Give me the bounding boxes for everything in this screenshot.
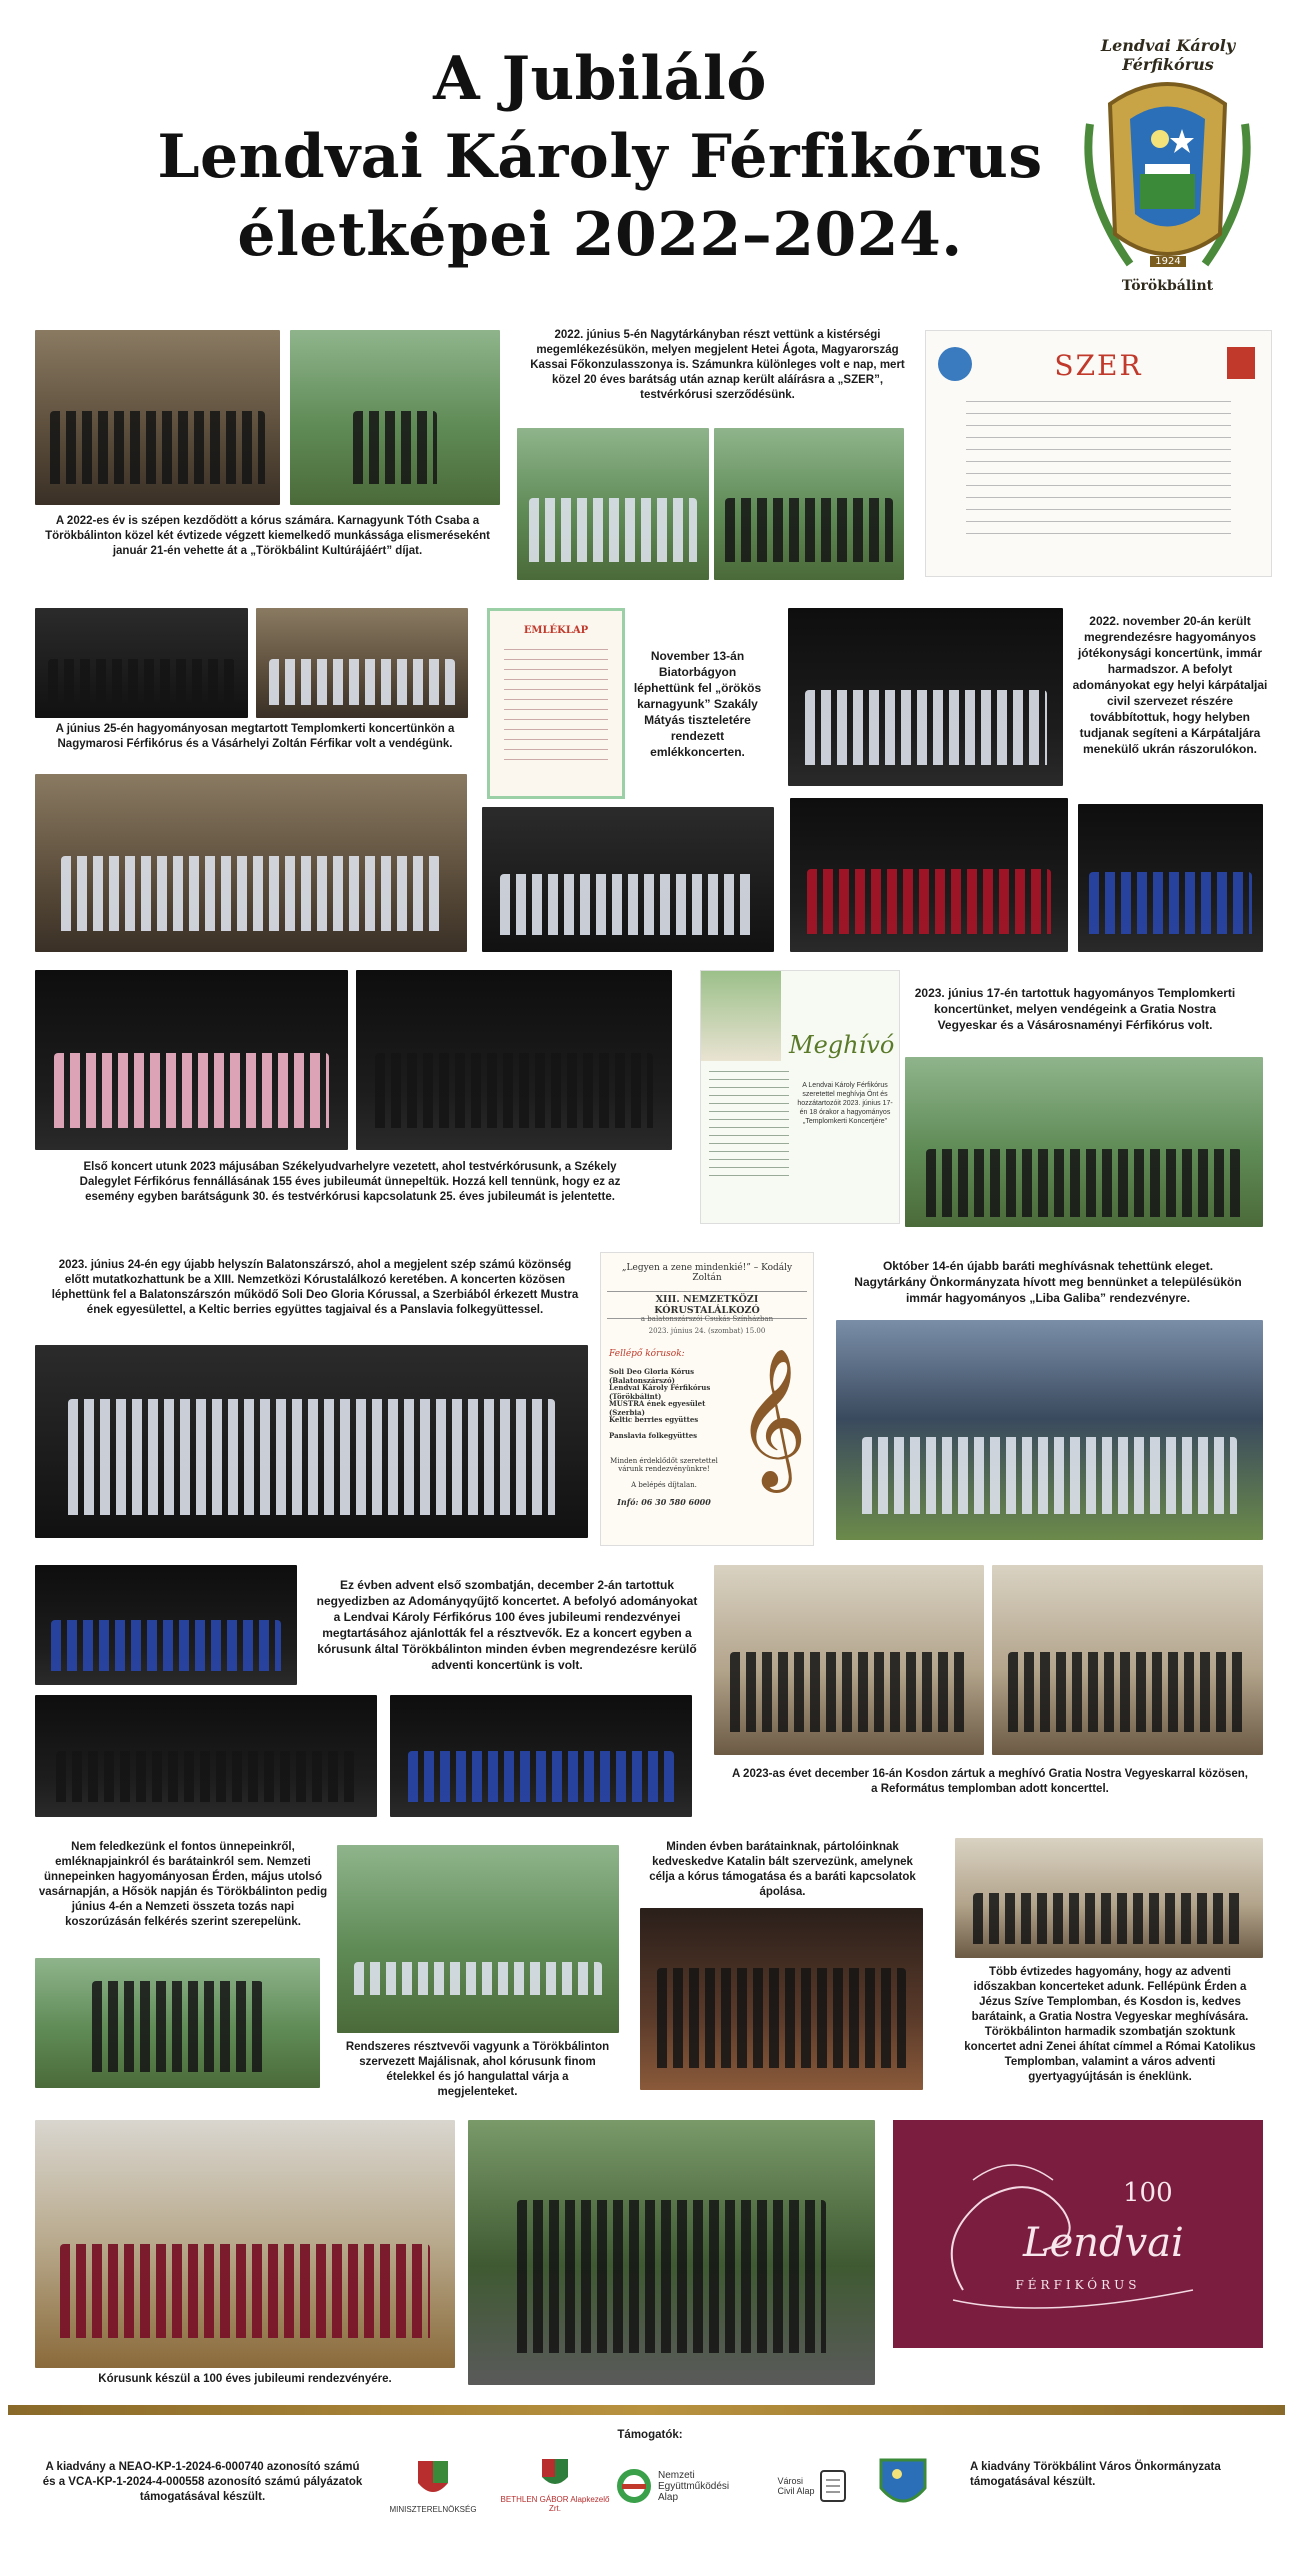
logo-label-3: Nemzeti Együttműködési Alap xyxy=(658,2469,730,2503)
title-line-3: életképei 2022–2024. xyxy=(237,200,963,270)
photo-majalis xyxy=(337,1845,619,2033)
logo-label-1: MINISZTERELNÖKSÉG xyxy=(389,2504,477,2514)
photo-templomkert-3 xyxy=(35,774,467,952)
jubilee-100-logo xyxy=(893,2120,1263,2348)
meghivo-title: Meghívó xyxy=(789,1031,895,1059)
crest-top-text: Lendvai Károly Férfikórus xyxy=(1100,36,1236,74)
caption-liba-galiba: Október 14-én újabb baráti meghívásnak tehettünk eleget. Nagytárkány Önkormányzata hívott meg bennünket a településükön immár hagyományos „Liba Galiba” rendezvényre. xyxy=(854,1259,1242,1305)
title-line-1: A Jubiláló xyxy=(433,44,767,114)
photo-wreath-laying xyxy=(35,1958,320,2088)
caption-biatorbagy: November 13-án Biatorbágyon léphettünk fel „örökös karnagyunk” Szakály Mátyás tiszteletére rendezett emlékkoncerten. xyxy=(633,649,762,759)
caption-advent-tradition: Több évtizedes hagyomány, hogy az adventi időszakban koncerteket adunk. Fellépünk Érden a Jézus Szíve Templomban, és Kosdon is, kedves barátaink, a Gratia Nostra Vegyeskar meghívására. Törökbálinton harmadik szombatján szoktunk koncertet adni Zenei áhítat címmel a Római Katolikus Templomban, valamint a város adventi gyertyagyújtásán is éneklünk. xyxy=(964,1966,1256,2083)
hungarian-coat-of-arms-icon xyxy=(416,2457,450,2501)
poster-footer: Minden érdeklődőt szeretettel várunk rendezvényünkre! xyxy=(610,1457,718,1473)
page-title xyxy=(150,40,1050,274)
torokbalint-crest-icon xyxy=(877,2454,929,2514)
logo-label-4: Városi Civil Alap xyxy=(777,2476,815,2496)
photo-templomkert-1 xyxy=(35,608,248,718)
caption-rehearsal: Kórusunk készül a 100 éves jubileumi rendezvényére. xyxy=(98,2373,392,2385)
photo-nagytarkany-2 xyxy=(714,428,904,580)
treble-clef-icon: 𝄞 xyxy=(736,1348,807,1487)
footer-right-text: A kiadvány Törökbálint Város Önkormányzata támogatásával készült. xyxy=(970,2461,1221,2488)
szer-contract-document xyxy=(925,330,1272,577)
poster-choir-4: Keltic berries együttes xyxy=(609,1415,699,1424)
photo-biatorbagy-concert xyxy=(482,807,774,952)
title-line-2: Lendvai Károly Férfikórus xyxy=(157,122,1043,192)
sponsors-label: Támogatók: xyxy=(617,2429,683,2441)
jubilee-name: Lendvai xyxy=(1023,2220,1184,2266)
logo-torokbalint xyxy=(868,2444,938,2524)
emlekkep-document xyxy=(487,608,625,799)
poster-choir-2: Lendvai Károly Férfikórus (Törökbálint) xyxy=(609,1383,711,1401)
photo-red-choir xyxy=(790,798,1068,952)
photo-liba-galiba xyxy=(836,1320,1263,1540)
document-icon xyxy=(818,2468,848,2504)
caption-national-holidays: Nem feledkezünk el fontos ünnepeinkről, emléknapjainkról és barátainkról sem. Nemzeti ünnepeinken hagyományosan Érden, május utolsó vasárnapján, a Hősök napján és Törökbálinton pedig június 4-én a Nemzeti összeta tozás napi koszorúzásán felkérés szerint szerepelünk. xyxy=(38,1841,328,1928)
kórustalalkozo-poster xyxy=(600,1252,814,1546)
poster-subtitle: a balatonszárszói Csukás Színházban xyxy=(640,1315,774,1323)
caption-katalin-ball: Minden évben barátainknak, pártolóinknak kedveskedve Katalin bált szervezünk, amelynek célja a kórus támogatása és a baráti kapcsolatok ápolása. xyxy=(649,1841,916,1898)
poster-choir-5: Panslavia folkegyüttes xyxy=(609,1431,698,1440)
photo-nagytarkany-1 xyxy=(517,428,709,580)
photo-award-ceremony xyxy=(290,330,500,505)
logo-varosi-civil-alap xyxy=(765,2446,860,2526)
logo-bethlen-gabor xyxy=(500,2440,610,2530)
poster-date: 2023. június 24. (szombat) 15.00 xyxy=(648,1327,766,1335)
caption-nagytarkany: 2022. június 5-én Nagytárkányban részt vettünk a kistérségi megemlékezésükön, melyen megjelent Hetei Ágota, Magyarország Kassai Főkonzulasszonya is. Számunkra különleges volt e nap, mert közel 20 éves barátság után aznap került aláírásra a „SZER”, testvérkórusi szerződésünk. xyxy=(530,329,905,401)
caption-advent-donation: Ez évben advent első szombatján, december 2-án tartottuk negyedizben az Adományqyűjtő koncertet. A befolyó adományokat a Lendvai Károly Férfikórus 100 éves jubileumi rendezvényei megtartásához ajánlották fel a résztvevők. Ez a koncert egyben a kórusunk által Törökbálinton minden évben megrendezésre kerülő adventi koncertünk is volt. xyxy=(316,1578,698,1672)
photo-szekelyudvarhely-1 xyxy=(35,970,348,1150)
logo-miniszterelnokseg xyxy=(378,2440,488,2530)
poster-entry: A belépés díjtalan. xyxy=(631,1481,697,1489)
photo-rehearsal xyxy=(35,2120,455,2368)
poster-title: XIII. NEMZETKÖZI KÓRUSTALÁLKOZÓ xyxy=(607,1291,807,1319)
photo-choir-outdoor xyxy=(468,2120,875,2385)
bethlen-shield-icon xyxy=(538,2457,572,2491)
photo-szekelyudvarhely-2 xyxy=(356,970,672,1150)
meghivo-invitation xyxy=(700,970,900,1224)
poster-info: Infó: 06 30 580 6000 xyxy=(617,1497,711,1507)
photo-kosd-1 xyxy=(714,1565,984,1755)
jubilee-subtitle: FÉRFIKÓRUS xyxy=(1015,2278,1141,2292)
szer-title: SZER xyxy=(1054,349,1143,382)
emlekkep-title: EMLÉKLAP xyxy=(523,625,589,636)
crest-year: 1924 xyxy=(1150,256,1186,267)
jubilee-number: 100 xyxy=(1123,2178,1173,2208)
caption-templomkert-2022: A június 25-én hagyományosan megtartott Templomkerti koncertünkön a Nagymarosi Férfikórus és a Vásárhelyi Zoltán Férfikar volt a vendégünk. xyxy=(55,723,455,750)
poster-choir-3: MUSTRA ének egyesület (Szerbia) xyxy=(609,1399,706,1417)
photo-charity-concert xyxy=(788,608,1063,786)
crest-bottom-text: Törökbálint xyxy=(1121,278,1214,294)
nea-ring-icon xyxy=(616,2468,652,2504)
photo-katalin-ball xyxy=(640,1908,923,2090)
photo-advent-3 xyxy=(390,1695,692,1817)
poster-heading: Fellépő kórusok: xyxy=(609,1349,685,1359)
meghivo-subtitle: A Lendvai Károly Férfikórus szeretettel meghívja Önt és hozzátartozóit 2023. június 17-én 18 órakor a hagyományos „Templomkerti Koncertjére” xyxy=(797,1082,893,1125)
photo-blue-choir xyxy=(1078,804,1263,952)
caption-templomkert-2023: 2023. június 17-én tartottuk hagyományos Templomkerti koncertünket, melyen vendégeink a Gratia Nostra Vegyeskar és a Vásárosnaményi Férfikórus volt. xyxy=(914,986,1236,1032)
footer-left-text: A kiadvány a NEAO-KP-1-2024-6-000740 azonosító számú és a VCA-KP-1-2024-4-000558 azonosító számú pályázatok támogatásával készült. xyxy=(42,2461,363,2503)
photo-templomkert-2023 xyxy=(905,1057,1263,1227)
photo-kosd-2 xyxy=(992,1565,1263,1755)
caption-balatonszarszo: 2023. június 24-én egy újabb helyszín Balatonszárszó, ahol a megjelent szép számú közönség előtt mutatkozhattunk be a XIII. Nemzetközi Kórustalálkozó keretében. A koncerten közösen léphettünk fel a Balatonszárszón működő Soli Deo Gloria Kórussal, a Szerbiából érkezett Mustra ének egyesülettel, a Keltic berries együttes tagjaival és a Panslavia folkegyüttessel. xyxy=(51,1259,579,1316)
footer-divider xyxy=(8,2405,1285,2415)
photo-balatonszarszo xyxy=(35,1345,588,1538)
photo-award-choir xyxy=(35,330,280,505)
photo-advent-2 xyxy=(35,1695,377,1817)
photo-advent-1 xyxy=(35,1565,297,1685)
poster-quote: „Legyen a zene mindenkié!” – Kodály Zoltán xyxy=(621,1263,793,1283)
caption-szekelyudvarhely: Első koncert utunk 2023 májusában Székelyudvarhelyre vezetett, ahol testvérkórusunk, a Székely Dalegylet Férfikórus fennállásának 155 éves jubileumát ünnepeltük. Hozzá kell tennünk, hogy ez az esemény egyben barátságunk 30. és testvérkórusi kapcsolatunk 25. éves jubileumát is jelentette. xyxy=(79,1161,621,1203)
logo-label-2: BETHLEN GÁBOR Alapkezelő Zrt. xyxy=(500,2495,610,2513)
photo-advent-church xyxy=(955,1838,1263,1958)
choir-crest-logo xyxy=(1070,34,1265,304)
caption-majalis: Rendszeres résztvevői vagyunk a Törökbálinton szervezett Majálisnak, ahol kórusunk finom ételekkel és jó hangulattal várja a megjelenteket. xyxy=(345,2041,610,2098)
photo-templomkert-2 xyxy=(256,608,468,718)
caption-charity-concert: 2022. november 20-án került megrendezésre hagyományos jótékonysági koncertünk, immár harmadszor. A befolyt adományokat egy helyi kárpátaljai civil szervezet részére továbbítottuk, hogy helyben tudjanak segíteni a Kárpátaljára menekülő ukrán rászorulókon. xyxy=(1072,614,1268,756)
caption-kosd: A 2023-as évet december 16-án Kosdon zártuk a meghívó Gratia Nostra Vegyeskarral közösen, a Református templomban adott koncerttel. xyxy=(731,1768,1248,1795)
caption-award: A 2022-es év is szépen kezdődött a kórus számára. Karnagyunk Tóth Csaba a Törökbálinton közel két évtizede végzett kiemelkedő munkássága elismeréseként január 21-én vehette át a „Törökbálint Kultúrájáért” díjat. xyxy=(45,515,490,557)
poster-choir-1: Soli Deo Gloria Kórus (Balatonszárszó) xyxy=(609,1367,695,1385)
logo-nea xyxy=(612,2446,752,2526)
